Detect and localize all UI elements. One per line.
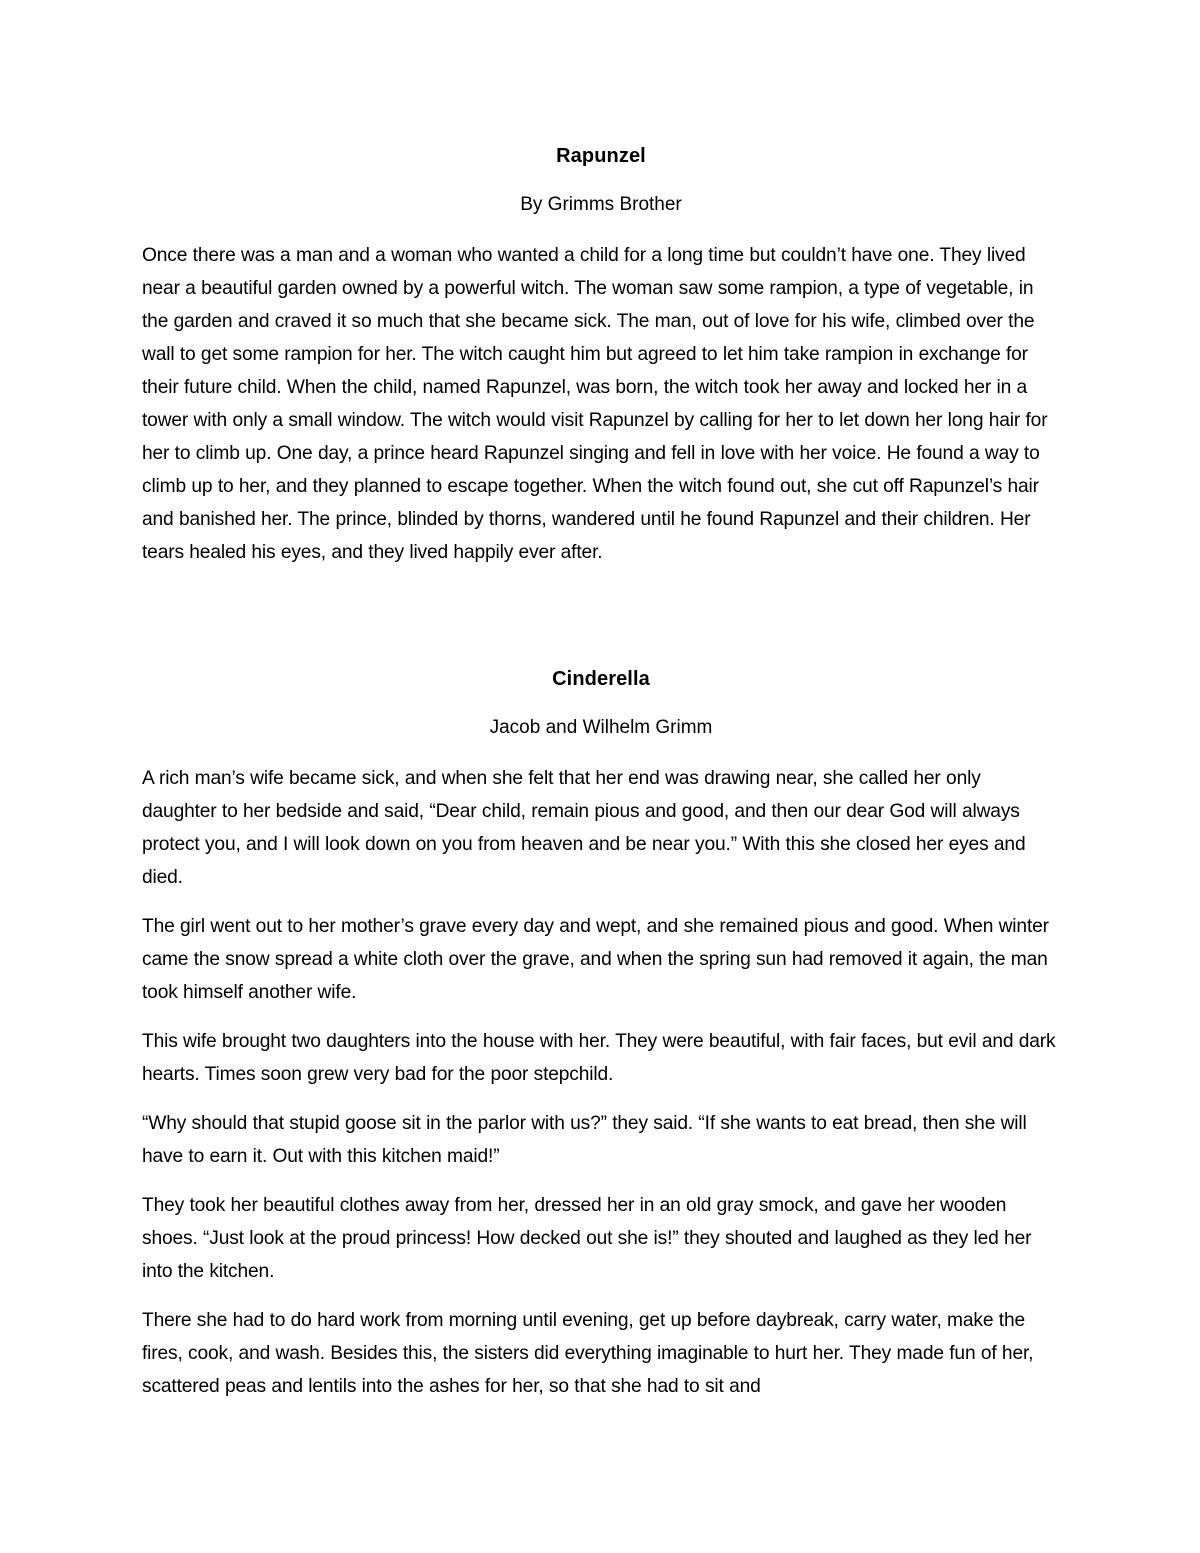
- story-rapunzel: [142, 143, 1060, 585]
- story-paragraph: The girl went out to her mother’s grave every day and wept, and she remained pious and good. When winter came the snow spread a white cloth over the grave, and when the spring sun had removed it again, the man took himself another wife.: [142, 916, 1049, 1003]
- story-author: Jacob and Wilhelm Grimm: [489, 717, 713, 738]
- story-paragraph: There she had to do hard work from morning until evening, get up before daybreak, carry water, make the fires, cook, and wash. Besides this, the sisters did everything imaginable to hurt her. They made fun of her, scattered peas and lentils into the ashes for her, so that she had to sit and: [142, 1310, 1034, 1397]
- story-paragraph: Once there was a man and a woman who wanted a child for a long time but couldn’t have one. They lived near a beautiful garden owned by a powerful witch. The woman saw some rampion, a type of vegetable, in the garden and craved it so much that she became sick. The man, out of love for his wife, climbed over the wall to get some rampion for her. The witch caught him but agreed to let him take rampion in exchange for their future child. When the child, named Rapunzel, was born, the witch took her away and locked her in a tower with only a small window. The witch would visit Rapunzel by calling for her to let down her long hair for her to climb up. One day, a prince heard Rapunzel singing and fell in love with her voice. He found a way to climb up to her, and they planned to escape together. When the witch found out, she cut off Rapunzel’s hair and banished her. The prince, blinded by thorns, wandered until he found Rapunzel and their children. Her tears healed his eyes, and they lived happily ever after.: [142, 245, 1048, 563]
- story-title: Cinderella: [552, 668, 650, 690]
- story-title: Rapunzel: [556, 145, 646, 167]
- story-paragraph: “Why should that stupid goose sit in the parlor with us?” they said. “If she wants to eat bread, then she will have to earn it. Out with this kitchen maid!”: [142, 1113, 1027, 1167]
- story-author: By Grimms Brother: [520, 194, 682, 215]
- story-cinderella: [142, 666, 1060, 1419]
- story-paragraph: This wife brought two daughters into the house with her. They were beautiful, with fair faces, but evil and dark hearts. Times soon grew very bad for the poor stepchild.: [142, 1031, 1056, 1085]
- story-paragraph: They took her beautiful clothes away from her, dressed her in an old gray smock, and gave her wooden shoes. “Just look at the proud princess! How decked out she is!” they shouted and laughed as they led her into the kitchen.: [142, 1195, 1032, 1282]
- story-paragraph: A rich man’s wife became sick, and when she felt that her end was drawing near, she called her only daughter to her bedside and said, “Dear child, remain pious and good, and then our dear God will always protect you, and I will look down on you from heaven and be near you.” With this she closed her eyes and died.: [142, 768, 1026, 888]
